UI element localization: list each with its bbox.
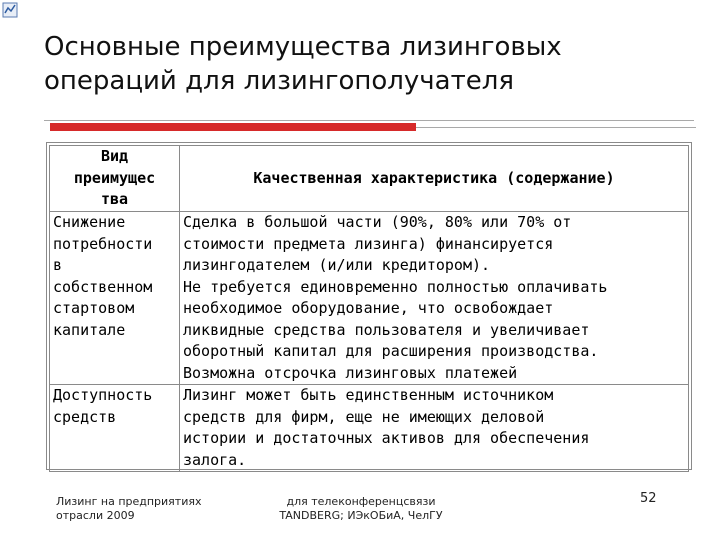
- advantages-table: [49, 145, 689, 472]
- table-header-row: [50, 146, 689, 212]
- header-advantage-type: Вид преимущес тва: [50, 146, 180, 212]
- row-2-type: Доступность средств: [50, 385, 180, 472]
- row-1-type: Снижение потребности в собственном стартовом капитале: [50, 212, 180, 385]
- title-divider-gray-2: [416, 127, 696, 128]
- footer-left-text: Лизинг на предприятиях отрасли 2009: [56, 495, 202, 522]
- slide-corner-icon: [2, 2, 18, 18]
- advantages-table-frame: [46, 142, 692, 470]
- title-line-1: Основные преимущества лизинговых: [44, 32, 562, 62]
- title-divider-gray: [44, 120, 694, 121]
- title-divider-red: [50, 123, 416, 131]
- header-characteristic: Качественная характеристика (содержание): [180, 146, 689, 212]
- slide-title: [44, 30, 684, 98]
- table-row: [50, 212, 689, 385]
- row-2-description: Лизинг может быть единственным источником средств для фирм, еще не имеющих деловой истории и достаточных активов для обеспечения залога.: [180, 385, 689, 472]
- footer-middle-text: для телеконференцсвязи TANDBERG; ИЭкОБиА, ЧелГУ: [279, 495, 443, 522]
- page-number: 52: [640, 491, 657, 506]
- table-row: [50, 385, 689, 472]
- row-1-description: Сделка в большой части (90%, 80% или 70% от стоимости предмета лизинга) финансируется лизингодателем (и/или кредитором). Не требуется единовременно полностью оплачивать необходимое оборудование, что освобождает ликвидные средства пользователя и увеличивает оборотный капитал для расширения производства. Возможна отсрочка лизинговых платежей: [180, 212, 689, 385]
- title-line-2: операций для лизингополучателя: [44, 66, 515, 96]
